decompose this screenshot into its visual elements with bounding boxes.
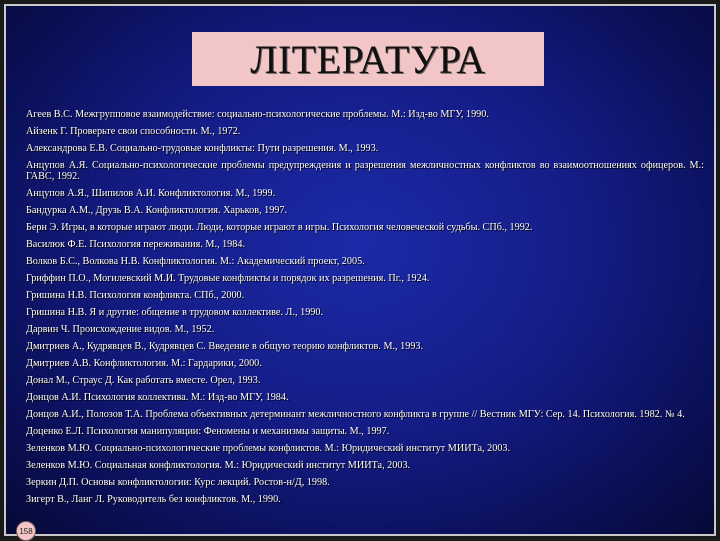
reference-item: Агеев В.С. Межгрупповое взаимодействие: социально-психологические проблемы. М.: Изд-во МГУ, 1990.: [26, 109, 489, 120]
reference-list: [26, 109, 704, 511]
reference-item: Айзенк Г. Проверьте свои способности. М., 1972.: [26, 126, 241, 137]
slide-title: ЛІТЕРАТУРА: [250, 36, 486, 82]
reference-item: Анцупов А.Я. Социально-психологические проблемы предупреждения и разрешения межличностных конфликтов во взаимоотношениях офицеров. М.: ГАВС, 1992.: [26, 160, 704, 182]
reference-item: Донал М., Страус Д. Как работать вместе. Орел, 1993.: [26, 375, 261, 386]
reference-item: Донцов А.И., Полозов Т.А. Проблема объективных детерминант межличностного конфликта в группе // Вестник МГУ: Сер. 14. Психология. 1982. № 4.: [26, 409, 685, 420]
reference-item: Зеленков М.Ю. Социально-психологические проблемы конфликтов. М.: Юридический институт МИИТа, 2003.: [26, 443, 511, 454]
reference-item: Дмитриев А., Кудрявцев В., Кудрявцев С. Введение в общую теорию конфликтов. М., 1993.: [26, 341, 424, 352]
reference-item: Бандурка А.М., Друзь В.А. Конфликтология. Харьков, 1997.: [26, 205, 288, 216]
reference-item: Гришина Н.В. Психология конфликта. СПб., 2000.: [26, 290, 245, 301]
reference-item: Зеленков М.Ю. Социальная конфликтология. М.: Юридический институт МИИТа, 2003.: [26, 460, 411, 471]
reference-item: Александрова Е.В. Социально-трудовые конфликты: Пути разрешения. М., 1993.: [26, 143, 379, 154]
reference-item: Берн Э. Игры, в которые играют люди. Люди, которые играют в игры. Психология человеческой судьбы. СПб., 1992.: [26, 222, 533, 233]
reference-item: Анцупов А.Я., Шипилов А.И. Конфликтология. М., 1999.: [26, 188, 276, 199]
reference-item: Дмитриев А.В. Конфликтология. М.: Гардарики, 2000.: [26, 358, 262, 369]
reference-item: Волков Б.С., Волкова Н.В. Конфликтология. М.: Академический проект, 2005.: [26, 256, 365, 267]
title-box: [192, 32, 544, 86]
reference-item: Василюк Ф.Е. Психология переживания. М., 1984.: [26, 239, 246, 250]
reference-item: Гришина Н.В. Я и другие: общение в трудовом коллективе. Л., 1990.: [26, 307, 324, 318]
reference-item: Донцов А.И. Психология коллектива. М.: Изд-во МГУ, 1984.: [26, 392, 289, 403]
reference-item: Зеркин Д.П. Основы конфликтологии: Курс лекций. Ростов-н/Д, 1998.: [26, 477, 330, 488]
slide: [4, 4, 716, 536]
reference-item: Дарвин Ч. Происхождение видов. М., 1952.: [26, 324, 215, 335]
page-number-badge: 158: [16, 521, 36, 541]
reference-item: Доценко Е.Л. Психология манипуляции: Феномены и механизмы защиты. М., 1997.: [26, 426, 390, 437]
reference-item: Зигерт В., Ланг Л. Руководитель без конфликтов. М., 1990.: [26, 494, 281, 505]
reference-item: Гриффин П.О., Могилевский М.И. Трудовые конфликты и порядок их разрешения. Пг., 1924.: [26, 273, 430, 284]
